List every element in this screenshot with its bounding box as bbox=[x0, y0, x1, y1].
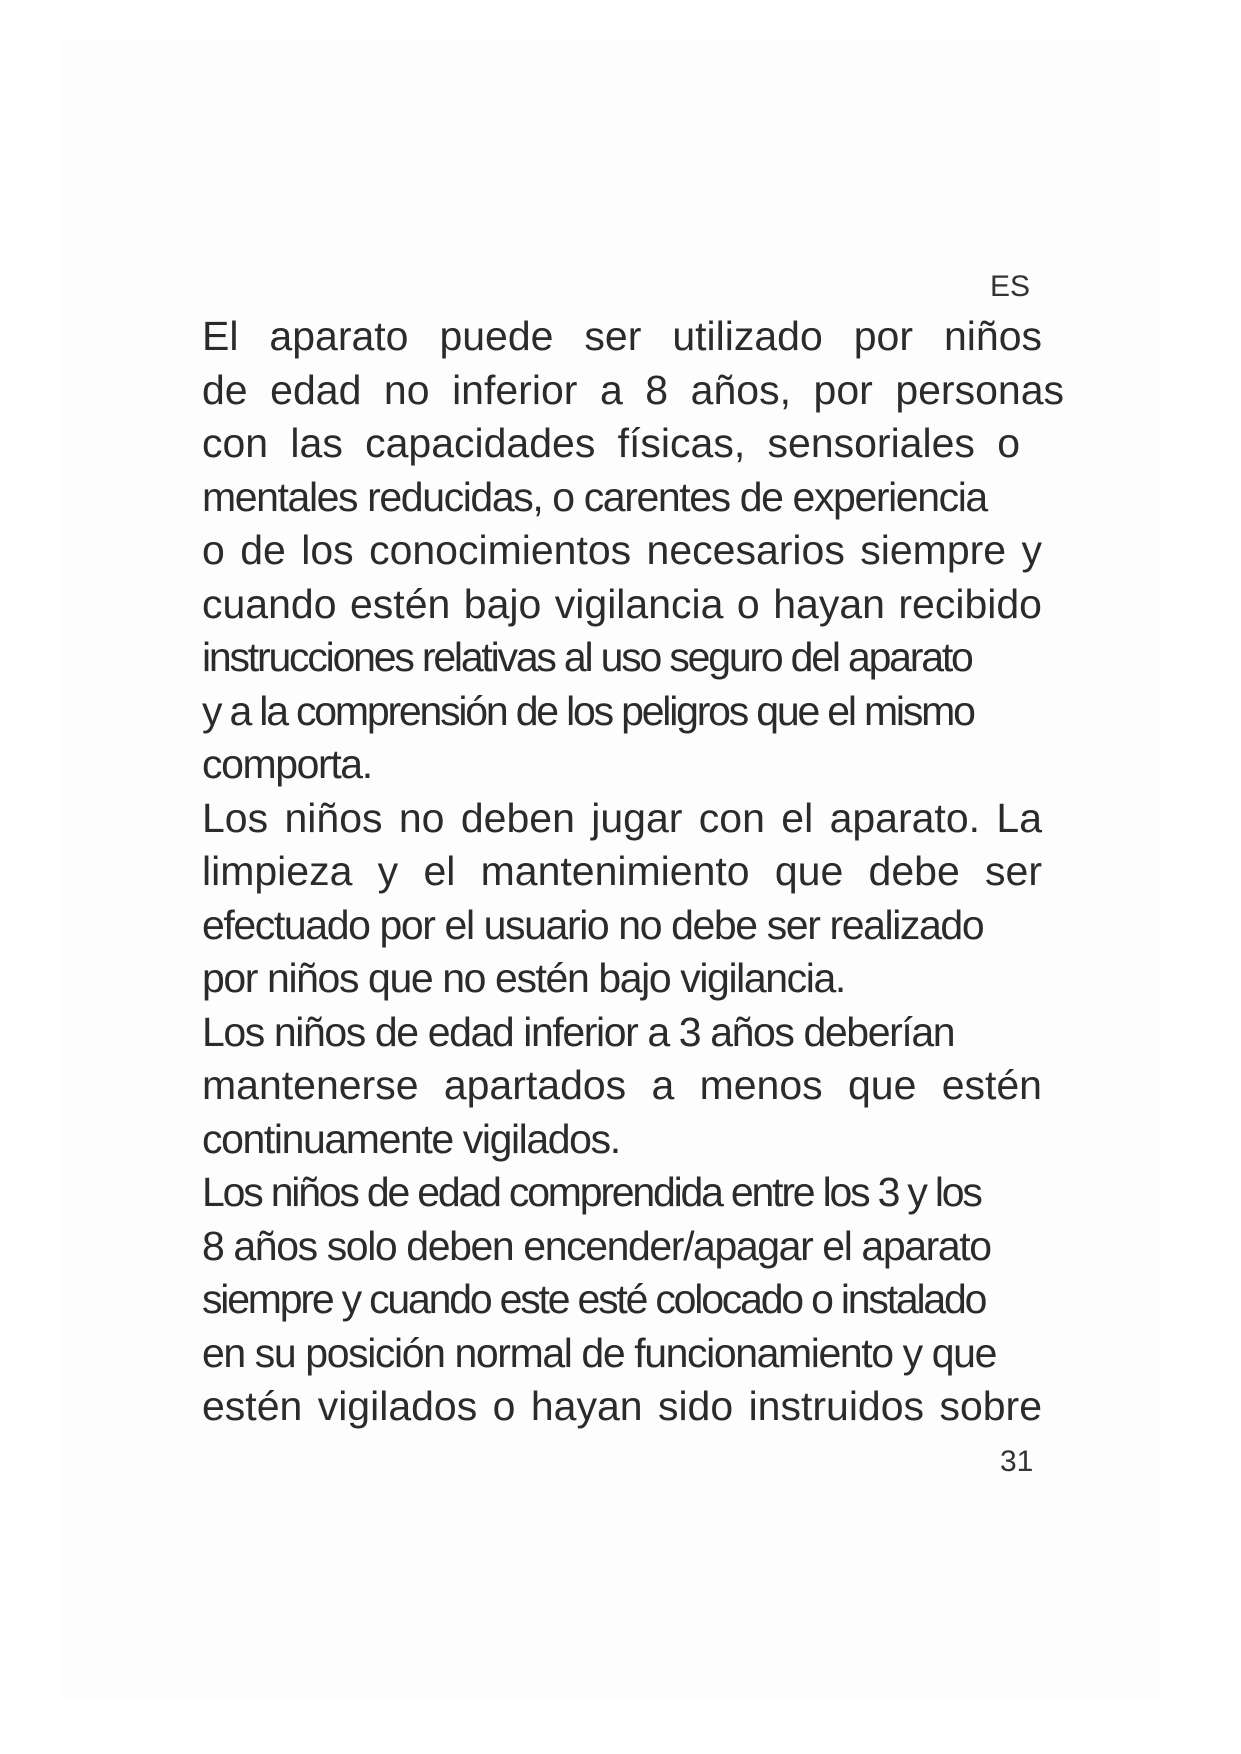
text-line: El aparato puede ser utilizado por niños bbox=[202, 313, 1042, 359]
text-line: Los niños de edad comprendida entre los 3 y los bbox=[202, 1169, 981, 1215]
text-line: mantenerse apartados a menos que estén bbox=[202, 1062, 1042, 1108]
text-line: limpieza y el mantenimiento que debe ser bbox=[202, 848, 1042, 894]
text-line: cuando estén bajo vigilancia o hayan recibido bbox=[202, 580, 1042, 627]
text-line: efectuado por el usuario no debe ser realizado bbox=[202, 901, 984, 948]
text-line: 8 años solo deben encender/apagar el aparato bbox=[202, 1222, 991, 1269]
text-line: continuamente vigilados. bbox=[202, 1115, 620, 1162]
text-line: estén vigilados o hayan sido instruidos sobre bbox=[202, 1383, 1042, 1429]
text-line: comporta. bbox=[202, 741, 372, 787]
text-line: Los niños de edad inferior a 3 años deberían bbox=[202, 1008, 955, 1055]
text-line: por niños que no estén bajo vigilancia. bbox=[202, 955, 845, 1001]
language-code: ES bbox=[990, 270, 1031, 303]
text-line: mentales reducidas, o carentes de experiencia bbox=[202, 473, 987, 520]
text-line: siempre y cuando este esté colocado o instalado bbox=[202, 1276, 986, 1322]
text-line: con las capacidades físicas, sensoriales o bbox=[202, 420, 1020, 466]
page-number: 31 bbox=[1000, 1445, 1034, 1478]
text-line: instrucciones relativas al uso seguro del aparato bbox=[202, 634, 972, 680]
text-line: y a la comprensión de los peligros que el mismo bbox=[202, 687, 974, 734]
text-line: en su posición normal de funcionamiento y que bbox=[202, 1329, 996, 1376]
text-line: o de los conocimientos necesarios siempre y bbox=[202, 527, 1042, 573]
text-line: de edad no inferior a 8 años, por personas bbox=[202, 366, 1064, 413]
text-line: Los niños no deben jugar con el aparato. La bbox=[202, 794, 1042, 841]
body-text bbox=[202, 310, 1064, 1434]
